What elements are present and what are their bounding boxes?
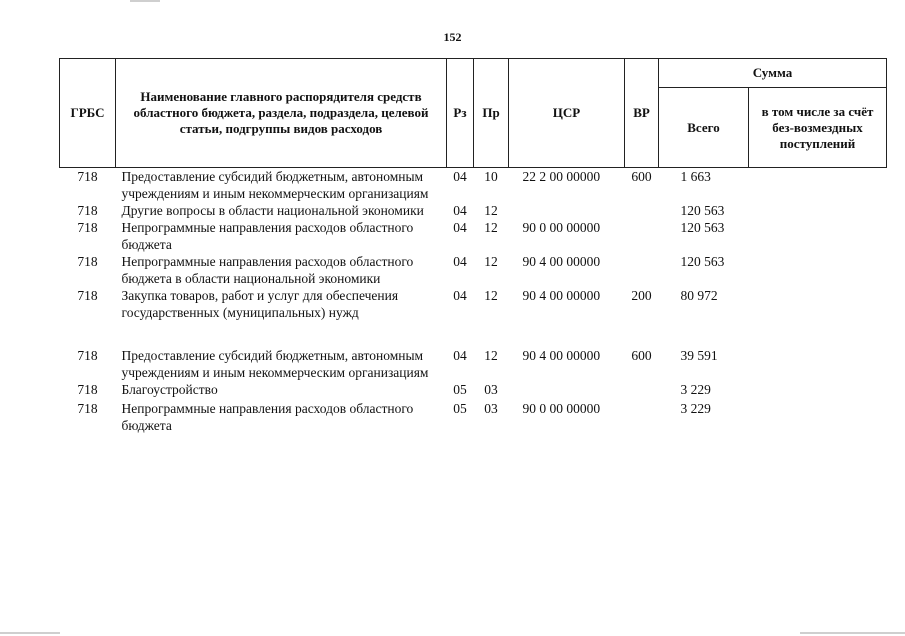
cell-free: [749, 381, 887, 400]
scan-artifact-bottom-right: [800, 632, 905, 634]
header-grbs: ГРБС: [60, 59, 116, 168]
cell-pr: 12: [484, 220, 498, 235]
cell-grbs: 718: [77, 348, 98, 363]
cell-rz: 05: [453, 382, 467, 397]
header-vr: ВР: [625, 59, 659, 168]
cell-total: 120 563: [680, 220, 725, 235]
cell-grbs: 718: [77, 220, 98, 235]
cell-total: 3 229: [680, 401, 711, 416]
scan-artifact-bottom-left: [0, 632, 60, 634]
cell-pr: 12: [484, 254, 498, 269]
cell-rz: 04: [453, 288, 467, 303]
cell-grbs: 718: [77, 203, 98, 218]
cell-name: Другие вопросы в области национальной экономики: [121, 203, 424, 218]
cell-name: Предоставление субсидий бюджетным, автономным учреждениям и иным некоммерческим организациям: [121, 348, 429, 380]
cell-vr: [625, 219, 659, 253]
cell-csr: 90 4 00 00000: [522, 254, 601, 269]
cell-total: 80 972: [680, 288, 718, 303]
cell-pr: 10: [484, 169, 498, 184]
table-row: [60, 381, 887, 400]
cell-total: 39 591: [680, 348, 718, 363]
budget-table: [59, 58, 887, 434]
cell-csr: [509, 202, 625, 219]
cell-free: [749, 202, 887, 219]
cell-rz: 04: [453, 220, 467, 235]
table-row: [60, 219, 887, 253]
cell-free: [749, 168, 887, 203]
cell-name: Предоставление субсидий бюджетным, автономным учреждениям и иным некоммерческим организациям: [121, 169, 429, 201]
cell-total: 3 229: [680, 382, 711, 397]
table-body: [60, 168, 887, 435]
cell-pr: 12: [484, 348, 498, 363]
header-name: Наименование главного распорядителя средств областного бюджета, раздела, подраздела, целевой статьи, подгруппы видов расходов: [116, 59, 447, 168]
cell-grbs: 718: [77, 169, 98, 184]
cell-vr: 600: [631, 169, 652, 184]
cell-vr: [625, 202, 659, 219]
cell-pr: 12: [484, 288, 498, 303]
header-sum: Сумма: [659, 59, 887, 88]
cell-rz: 04: [453, 169, 467, 184]
cell-free: [749, 219, 887, 253]
cell-vr: [625, 381, 659, 400]
cell-free: [749, 347, 887, 381]
cell-grbs: 718: [77, 401, 98, 416]
cell-pr: 03: [484, 382, 498, 397]
cell-rz: 04: [453, 254, 467, 269]
cell-rz: 04: [453, 203, 467, 218]
cell-name: Непрограммные направления расходов областного бюджета: [121, 401, 414, 433]
page-number: 152: [443, 30, 462, 44]
cell-free: [749, 253, 887, 287]
cell-total: 120 563: [680, 203, 725, 218]
table-row: [60, 168, 887, 203]
cell-name: Закупка товаров, работ и услуг для обеспечения государственных (муниципальных) нужд: [121, 288, 399, 320]
cell-csr: 90 0 00 00000: [522, 220, 601, 235]
cell-csr: [509, 381, 625, 400]
cell-csr: 90 4 00 00000: [522, 288, 601, 303]
header-pr: Пр: [474, 59, 509, 168]
cell-pr: 12: [484, 203, 498, 218]
cell-csr: 90 4 00 00000: [522, 348, 601, 363]
cell-vr: 600: [631, 348, 652, 363]
cell-total: 120 563: [680, 254, 725, 269]
header-csr: ЦСР: [509, 59, 625, 168]
cell-total: 1 663: [680, 169, 711, 184]
cell-csr: 22 2 00 00000: [522, 169, 601, 184]
cell-free: [749, 400, 887, 434]
table-row: [60, 253, 887, 287]
table-row: [60, 202, 887, 219]
table-row: [60, 347, 887, 381]
header-free: в том числе за счёт без-возмездных поступлений: [749, 88, 887, 168]
cell-vr: 200: [631, 288, 652, 303]
cell-free: [749, 287, 887, 347]
cell-csr: 90 0 00 00000: [522, 401, 601, 416]
cell-vr: [625, 253, 659, 287]
cell-rz: 05: [453, 401, 467, 416]
cell-name: Непрограммные направления расходов областного бюджета: [121, 220, 414, 252]
table-row: [60, 287, 887, 347]
scan-artifact-top: [130, 0, 160, 2]
header-rz: Рз: [447, 59, 474, 168]
cell-rz: 04: [453, 348, 467, 363]
table-row: [60, 400, 887, 434]
header-total: Всего: [659, 88, 749, 168]
cell-grbs: 718: [77, 254, 98, 269]
cell-pr: 03: [484, 401, 498, 416]
cell-grbs: 718: [77, 382, 98, 397]
cell-name: Благоустройство: [121, 382, 218, 397]
table-header: [60, 59, 887, 168]
cell-vr: [625, 400, 659, 434]
cell-grbs: 718: [77, 288, 98, 303]
cell-name: Непрограммные направления расходов областного бюджета в области национальной экономики: [121, 254, 414, 286]
